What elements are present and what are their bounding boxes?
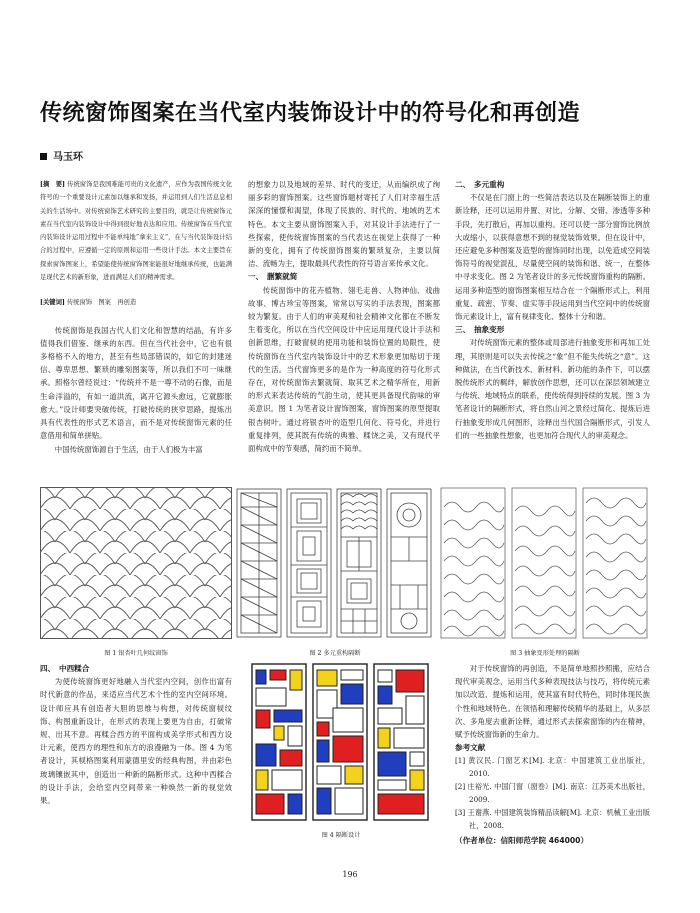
author-line — [40, 148, 83, 163]
col2-continuation: 的想象力以及地域的差异、时代的变迁，从而编织成了绚丽多彩的窗饰图案。这些窗饰题材寄托了人们对幸福生活深深的憧憬和渴望，体现了民族的、时代的、地域的艺术特色。本文主要从窗饰图案入手，对其设计手法进行了一些探索，使传统窗饰图案的当代表达在视觉上获得了一种新的变化，拥有了传统窗饰图案的繁琐复杂，主要以简洁、流畅为主，提取最具代表性的符号语言来传承文化。 — [248, 180, 440, 269]
column-3 — [455, 178, 650, 442]
square-bullet-icon — [40, 153, 47, 160]
section4-text: 为使传统窗饰更好地融入当代室内空间，创作出富有时代新意的作品，来适应当代艺术个性的室内空间环境。设计师应具有创造者大胆的思维与构想，对传统窗棂纹饰、构图重新设计，在形式的表现上要更为自由，打破常规、出其不意。再糅合西方的平面构成美学形式和西方设计元素，使西方的理性和东方的浪漫融为一体。图 4 为笔者设计，其棂格图案利用蒙德里安的经典构图，并由彩色玻璃镶嵌其中，创造出一种新的隔断形式。这种中西糅合的设计手法，会给室内空间带来一种焕然一新的视觉效果。 — [40, 677, 232, 806]
page-title: 传统窗饰图案在当代室内装饰设计中的符号化和再创造 — [40, 101, 581, 126]
references-list — [455, 754, 650, 832]
column-1 — [40, 178, 232, 456]
figure-1-scale-pattern — [40, 487, 232, 639]
conclusion-block — [455, 662, 650, 848]
section4-heading: 四、 中西糅合 — [40, 664, 90, 673]
section2-heading: 二、 多元重构 — [455, 180, 505, 189]
intro-paragraph-2: 中国传统窗饰源自于生活，由于人们极为丰富 — [54, 444, 203, 454]
figure-4-mondrian-screens — [250, 662, 432, 822]
figure-2-caption: 图 2 多元重构隔断 — [309, 650, 361, 657]
section4 — [40, 662, 232, 807]
section3-heading: 三、 抽象变形 — [455, 325, 505, 335]
keywords-label: [关键词] — [40, 299, 65, 307]
figure-4-caption: 图 4 隔断设计 — [321, 832, 361, 839]
figure-2-lattice-panels — [235, 487, 435, 639]
reference-item: [2] 庄裕光. 中国门窗（窗卷）[M]. 南京：江苏美术出版社，2009. — [455, 782, 650, 805]
keywords-text: 传统窗饰 图案 再创造 — [66, 299, 137, 307]
abstract-label: [摘 要] — [40, 181, 66, 188]
figure-3-caption: 图 3 抽象变形处理的隔断 — [510, 650, 580, 657]
section2-text: 不仅是在门窗上的一些简洁表达以及在隔断装饰上的重新诠释，还可以运用并置、对比、分解、交错、渗透等多种手段，先打散后，再加以重构。还可以使一部分窗饰比例放大或缩小，以获得意想不到的视觉装饰效果。但在设计中，还应避免多种图案及造型的窗饰同时出现，以免造成空间装饰符号的视觉混乱，尽量使空间的装饰和谐、统一，在整体中寻求变化。图 2 为笔者设计的多元传统窗饰重构的隔断。运用多种造型的窗饰图案相互结合在一个隔断形式上，利用重复、疏密、节奏、虚实等手段运用到当代空间中的传统窗饰元素设计上，富有视律变化、整体十分和谐。 — [455, 193, 650, 322]
intro-paragraph-1: 传统窗饰是我国古代人们文化和智慧的结晶，有许多值得我们借鉴、继承的东西。但在当代社会中，它也有很多格格不入的地方，甚至有些局部错误的，如它的封建迷信、尊卑思想、繁琐的雕刻图案等，所以我们不可一味继承。照格尔曾经说过：“传统并不是一尊不动的石像，而是生命洋溢的，有如一道洪流，离开它源头愈远，它就膨胀愈大。”设计师要突破传统，打破传统的狭窄思路，提炼出具有代表性的形式艺术语言，而不是对传统窗饰元素的任意借用和简单拼贴。 — [40, 325, 232, 441]
figure-3-wave-screens — [440, 487, 650, 639]
affiliation: （作者单位：信阳师范学院 464000） — [455, 836, 589, 846]
abstract-text: 传统窗饰是我国难能可贵的文化遗产，应作为我国传统文化符号的一个重要设计元素加以继承和发扬，并运用到人们生活息息相关的生活场中。对传统窗饰艺术研究的主要目的，就是让传统窗饰元素在当代室内装饰设计中得到很好地表达和应用。传统窗饰在当代室内装饰设计运用过程中不能单纯地“拿来主义”，在与当代装饰设计结合的过程中，应遵循一定的原则和运用一些设计手法。本文主要旨在探索窗饰图案上，希望能使传统窗饰图案能很好地继承传统，也能满足现代艺术的新形象，进而满足人们的精神需求。 — [40, 181, 232, 282]
page-number: 196 — [342, 870, 358, 879]
intro — [40, 324, 232, 456]
column-2 — [248, 178, 440, 455]
author-name: 马玉环 — [53, 152, 83, 163]
reference-item: [1] 黄汉民. 门窗艺术[M]. 北京：中国建筑工业出版社，2010. — [455, 756, 650, 779]
section3-text: 对传统窗饰元素的整体或局部进行抽象变形和再加工处理，其原则是可以失去传统之“象”但不能失传统之“意”。这种做法，在当代新技术、新材料、新功能的条件下，可以摆脱传统形式的羁绊，解放创作思想，还可以在深层领域建立与传统、地域特点的联系，使传统得到持续的发展。图 3 为笔者设计的隔断形式，将自然山河之景经过简化、提炼后进行抽象变形成几何图形，诠释出当代国合隔断形式，引发人们的一些抽象性想象，也更加符合现代人的审美观念。 — [455, 338, 650, 440]
keywords — [40, 296, 232, 309]
figure-1-caption: 图 1 银杏叶几何纹窗饰 — [104, 650, 168, 657]
section1-heading: 一、 删繁就简 — [248, 272, 298, 282]
references-heading: 参考文献 — [455, 743, 486, 753]
abstract — [40, 178, 232, 284]
reference-item: [3] 王谢燕. 中国建筑装饰精品读解[M]. 北京：机械工业出版社，2008. — [455, 808, 650, 831]
conclusion-text: 对于传统窗饰的再创造，不是简单地照抄照搬，应结合现代审美观念，运用当代多种表现技法与技巧，将传统元素加以改造、提炼和运用，使其富有时代特色，同时体现民族个性和地域特色。在领悟和理解传统精华的基础上，从多层次、多角度去重新诠释，通过形式去探索窗饰的内在精神，赋予传统窗饰新的生命力。 — [455, 664, 650, 740]
section1-text: 传统窗饰中的花卉植物、翎毛走兽、人物神仙、戏曲故事、博古珍宝等图案，常常以写实的手法表现，图案都较为繁复。由于人们的审美观和社会精神文化都在不断发生着变化，所以在当代空间设计中应运用现代设计手法和创新思维，打破窗棂的使用功能和装饰位置的局限性，使传统窗饰在当代室内装饰设计中的艺术形象更加贴切于现代的生活。当代窗饰更多的是作为一种高度的符号化形式存在，对传统窗饰去繁就简、取其艺术之精华所在，用新的形式来表达传统的气韵生动，使其更具备现代韵味的审美意识。图 1 为笔者设计窗饰图案，窗饰图案的原型提取银杏树叶。通过将银杏叶的造型几何化、符号化，并进行重复排列，使其既有传统的典雅、糅饶之美，又有现代平面构成中的节奏感，简约而不简单。 — [248, 285, 440, 454]
